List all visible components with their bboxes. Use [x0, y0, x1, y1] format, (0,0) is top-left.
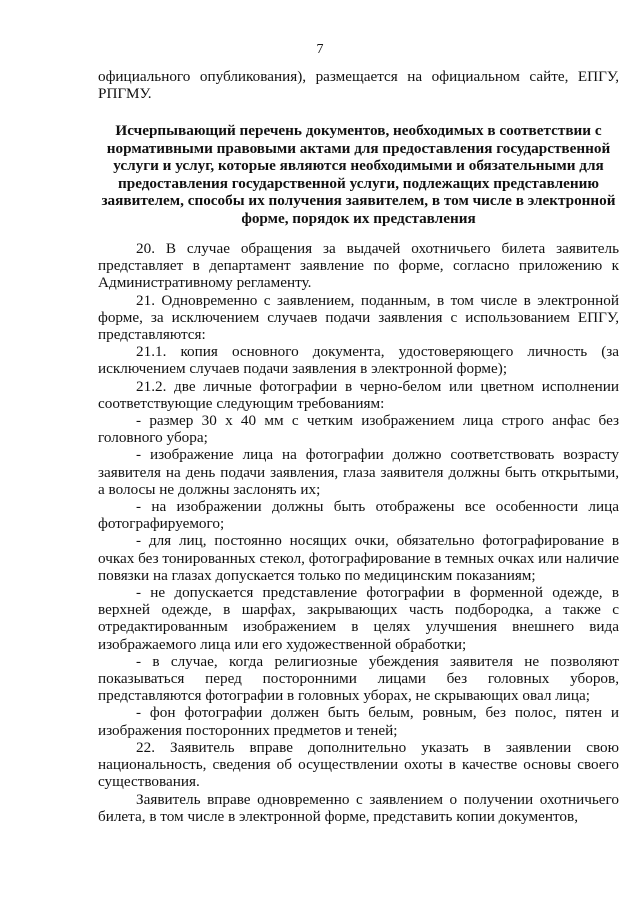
document-body: [98, 240, 619, 825]
paragraph-21-1: 21.1. копия основного документа, удостоверяющего личность (за исключением случаев подачи заявления в электронной форме);: [98, 343, 619, 378]
paragraph-20: 20. В случае обращения за выдачей охотничьего билета заявитель представляет в департамент заявление по форме, согласно приложению к Административному регламенту.: [98, 240, 619, 292]
list-item-age: - изображение лица на фотографии должно соответствовать возрасту заявителя на день подачи заявления, глаза заявителя должны быть открытыми, а волосы не должны заслонять их;: [98, 446, 619, 498]
list-item-background: - фон фотографии должен быть белым, ровным, без полос, пятен и изображения посторонних предметов и теней;: [98, 704, 619, 739]
intro-paragraph: официального опубликования), размещается на официальном сайте, ЕПГУ, РПГМУ.: [98, 68, 619, 103]
paragraph-21-2: 21.2. две личные фотографии в черно-белом или цветном исполнении соответствующие следующим требованиям:: [98, 377, 619, 412]
list-item-glasses: - для лиц, постоянно носящих очки, обязательно фотографирование в очках без тонированных стекол, фотографирование в темных очках или наличие повязки на глазах допускается только по медицинским показаниям;: [98, 532, 619, 584]
list-item-clothing: - не допускается представление фотографии в форменной одежде, в верхней одежде, в шарфах, закрывающих часть подбородка, а также с отредактированным изображением в целях улучшения внешнего вида изображаемого лица или его художественной обработки;: [98, 584, 619, 653]
paragraph-22: 22. Заявитель вправе дополнительно указать в заявлении свою национальность, сведения об осуществлении охоты в качестве основы своего существования.: [98, 738, 619, 791]
list-item-features: - на изображении должны быть отображены все особенности лица фотографируемого;: [98, 498, 619, 533]
list-item-religion: - в случае, когда религиозные убеждения заявителя не позволяют показываться перед посторонними лицами без головных уборов, представляются фотографии в головных уборах, не скрывающих овал лица;: [98, 652, 619, 705]
section-heading: Исчерпывающий перечень документов, необходимых в соответствии с нормативными правовыми актами для предоставления государственной услуги и услуг, которые являются необходимыми и обязательными для предоставления государственной услуги, подлежащих представлению заявителем, способы их получения заявителем, в том числе в электронной форме, порядок их представления: [101, 122, 616, 227]
paragraph-additional: Заявитель вправе одновременно с заявлением о получении охотничьего билета, в том числе в электронной форме, представить копии документов,: [98, 790, 619, 825]
paragraph-21: 21. Одновременно с заявлением, поданным, в том числе в электронной форме, за исключением случаев подачи заявления с использованием ЕПГУ, представляются:: [98, 291, 619, 344]
list-item-size: - размер 30 х 40 мм с четким изображением лица строго анфас без головного убора;: [98, 412, 619, 447]
page-number: 7: [316, 42, 324, 57]
